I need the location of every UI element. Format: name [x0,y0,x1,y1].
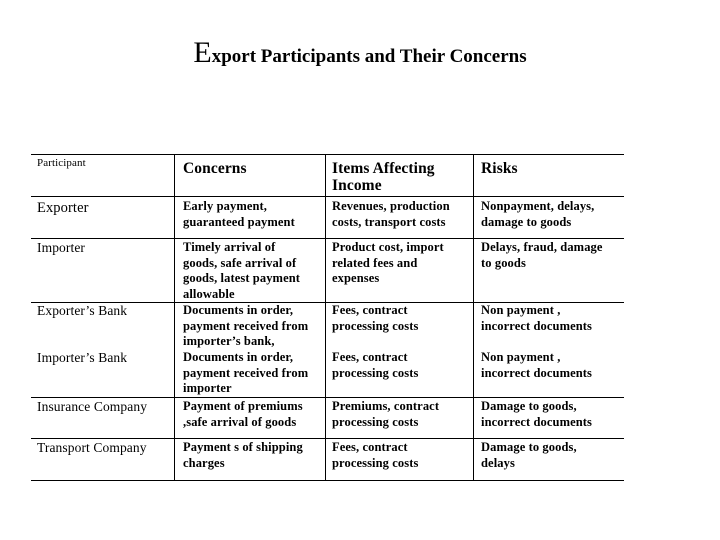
row-concerns: Payment of premiums ,safe arrival of goods [183,399,303,429]
row-participant: Exporter’s Bank [37,303,128,318]
row-items: Product cost, import related fees and expenses [332,240,444,285]
column-divider [473,154,474,481]
row-risks: Non payment , incorrect documents [481,303,593,333]
row-items: Revenues, production costs, transport costs [332,199,450,229]
table-top-border [31,154,624,155]
row-participant: Importer [37,240,86,255]
row-participant: Transport Company [37,440,147,455]
table-bottom-border [31,480,624,481]
page-title [0,36,720,70]
header-risks: Risks [481,160,518,177]
row-risks: Damage to goods, incorrect documents [481,399,593,429]
header-items-affecting-income: Items Affecting Income [332,160,435,194]
row-divider [31,196,624,197]
header-concerns: Concerns [183,160,247,177]
row-concerns: Documents in order, payment received from importer’s bank, [183,303,309,348]
row-risks: Delays, fraud, damage to goods [481,240,603,270]
row-risks: Nonpayment, delays, damage to goods [481,199,595,229]
row-divider [31,438,624,439]
row-concerns: Payment s of shipping charges [183,440,303,470]
row-divider [31,397,624,398]
title-first-letter: E [193,36,212,69]
row-divider [31,238,624,239]
row-items: Fees, contract processing costs [332,440,419,470]
column-divider [174,154,175,481]
column-divider [325,154,326,481]
row-participant: Insurance Company [37,399,148,414]
row-participant: Importer’s Bank [37,350,128,365]
header-participant: Participant [37,157,86,169]
row-concerns: Documents in order, payment received from importer [183,350,309,395]
title-rest: xport Participants and Their Concerns [211,46,527,67]
row-items: Fees, contract processing costs [332,350,419,380]
row-risks: Non payment , incorrect documents [481,350,593,380]
row-concerns: Timely arrival of goods, safe arrival of goods, latest payment allowable [183,240,301,301]
row-participant: Exporter [37,200,89,216]
row-items: Fees, contract processing costs [332,303,419,333]
row-risks: Damage to goods, delays [481,440,577,470]
row-concerns: Early payment, guaranteed payment [183,199,295,229]
row-items: Premiums, contract processing costs [332,399,440,429]
